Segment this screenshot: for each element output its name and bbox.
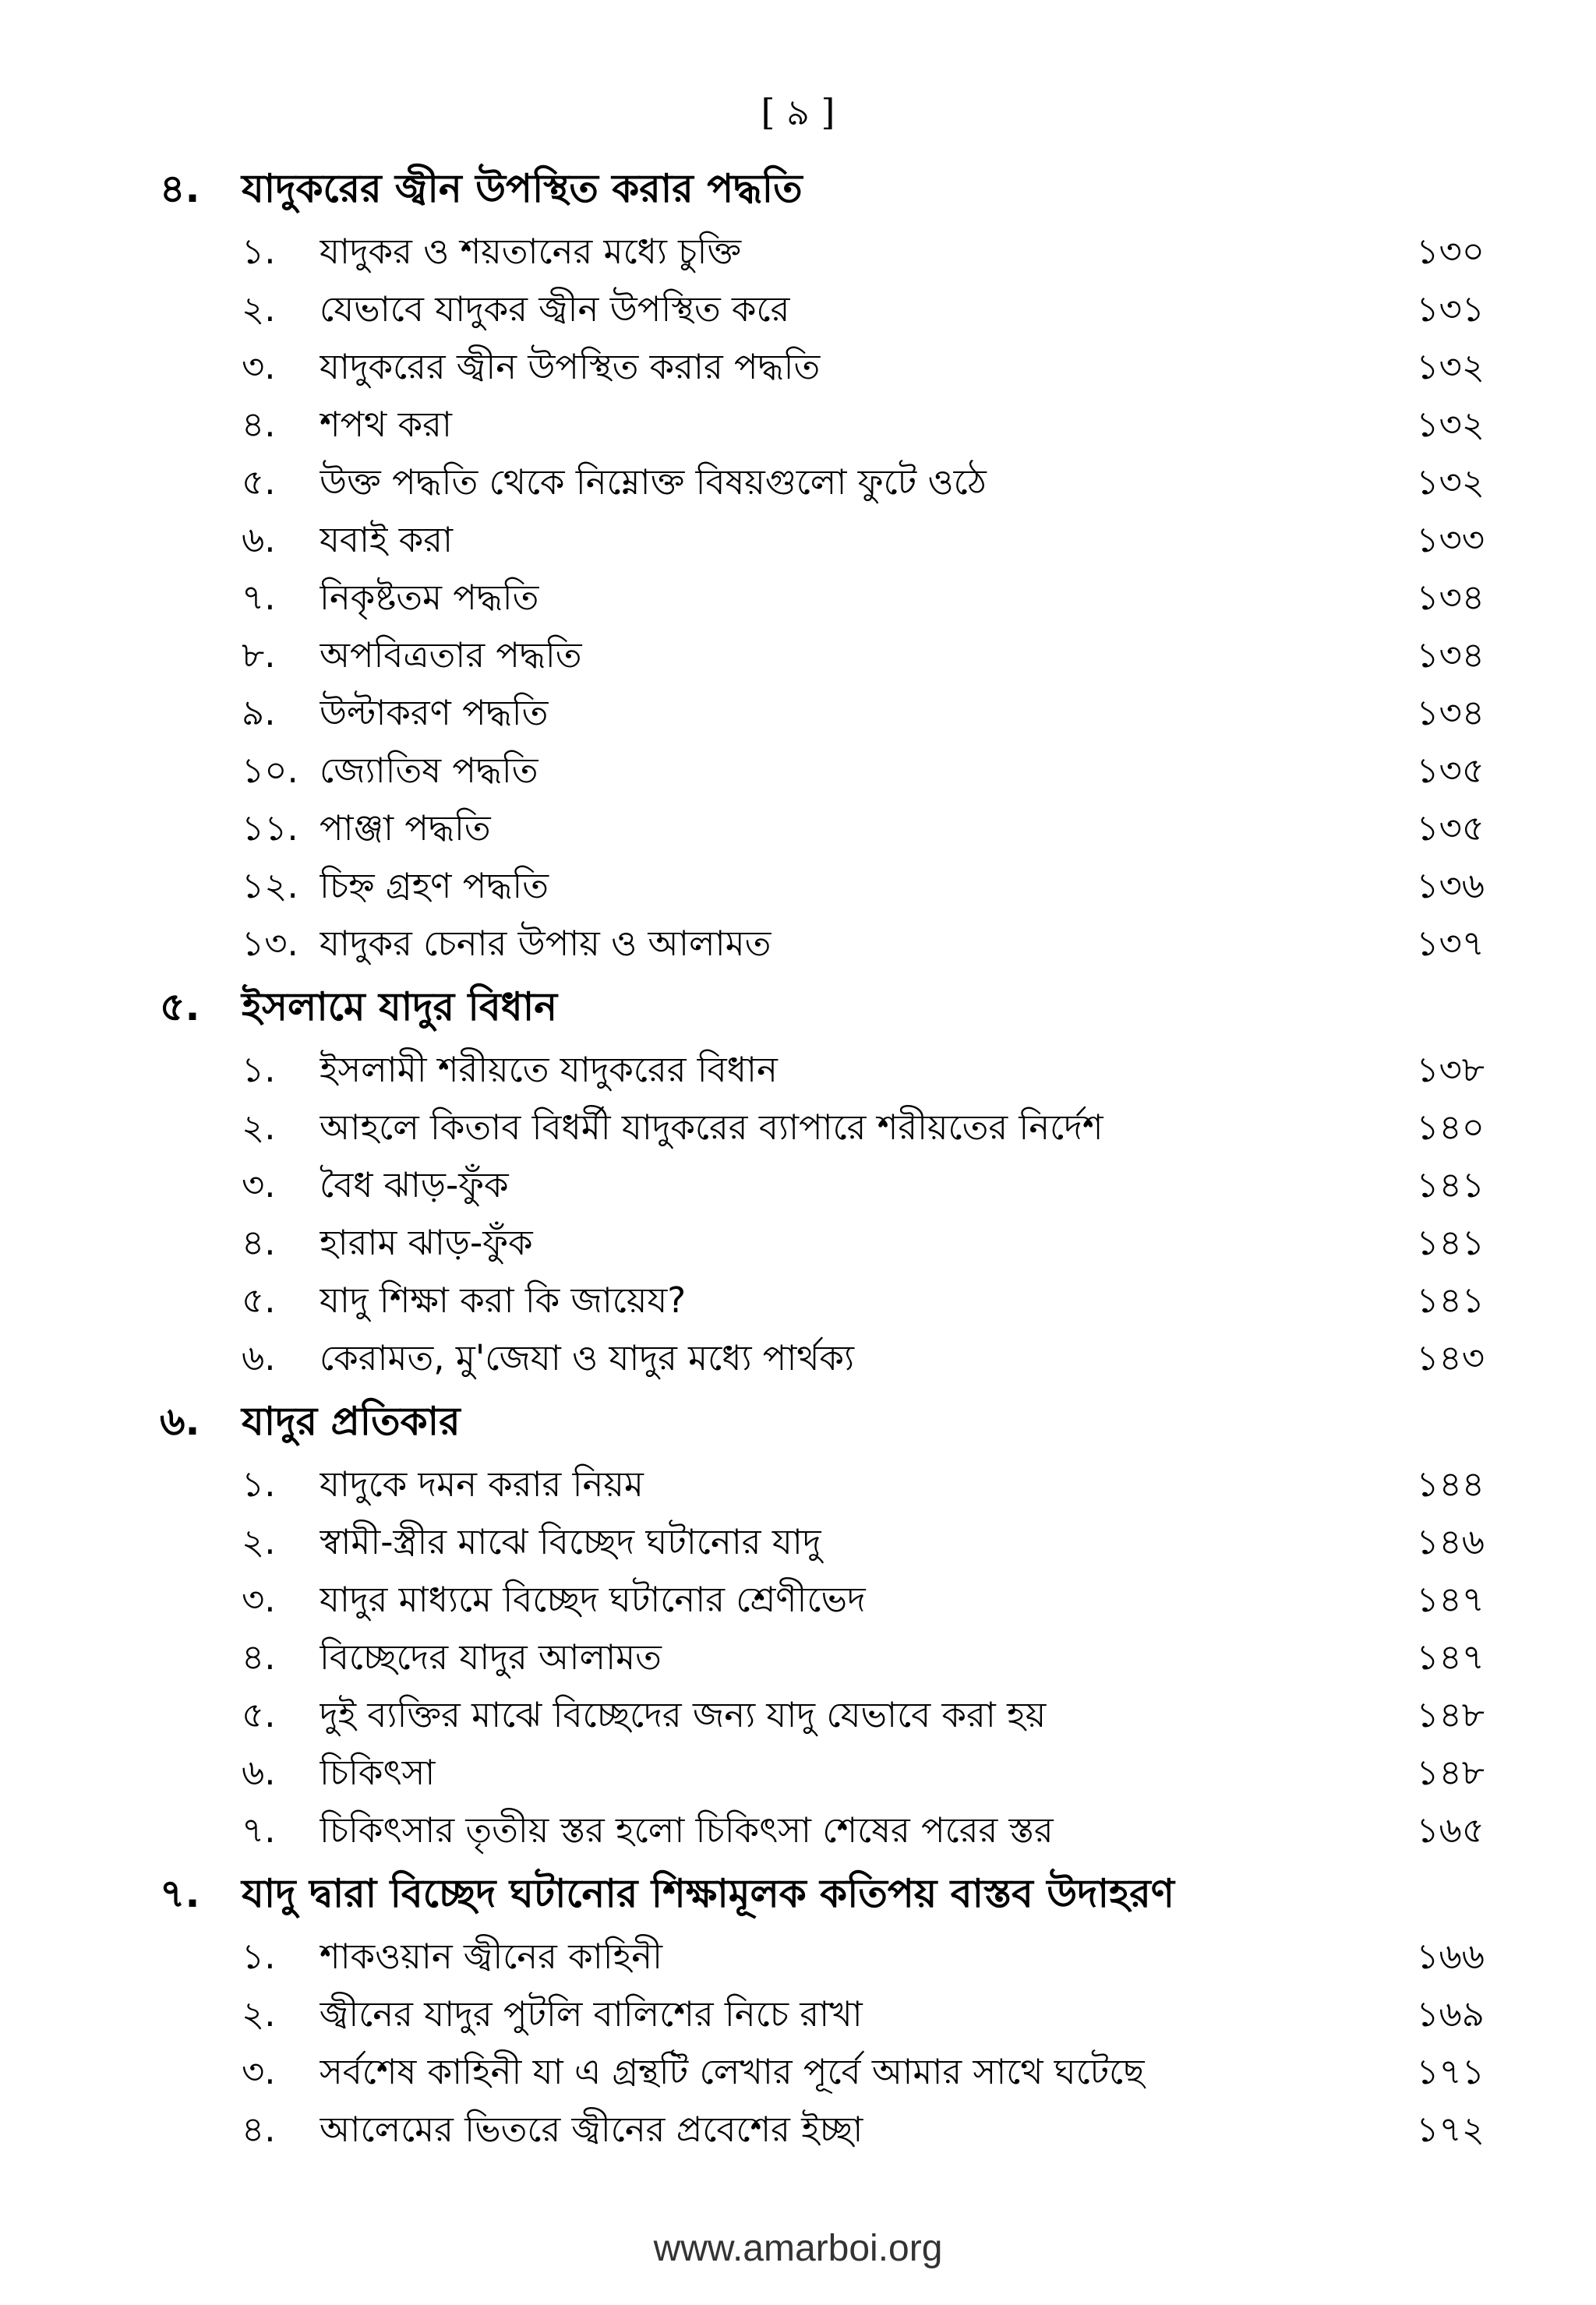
entry-page-number: ১৭১ bbox=[1416, 2051, 1485, 2092]
toc-entry bbox=[160, 1516, 1485, 1573]
entry-page-number: ১৪৩ bbox=[1416, 1337, 1485, 1378]
toc-entry bbox=[160, 341, 1485, 398]
entry-title: জ্যোতিষ পদ্ধতি bbox=[320, 750, 538, 791]
entry-page-number: ১৩২ bbox=[1416, 461, 1485, 503]
toc-entry bbox=[160, 1689, 1485, 1746]
entry-title: স্বামী-স্ত্রীর মাঝে বিচ্ছেদ ঘটানোর যাদু bbox=[320, 1521, 821, 1562]
entry-number: ৬. bbox=[242, 519, 276, 560]
entry-page-number: ১৩২ bbox=[1416, 346, 1485, 387]
entry-title: বৈধ ঝাড়-ফুঁক bbox=[320, 1164, 509, 1205]
section-heading bbox=[160, 1393, 1485, 1458]
entry-page-number: ১৩৫ bbox=[1416, 807, 1485, 849]
entry-page-number: ১৪৬ bbox=[1416, 1521, 1485, 1562]
toc-entry bbox=[160, 2046, 1485, 2103]
entry-number: ১২. bbox=[242, 865, 298, 906]
entry-title: কেরামত, মু'জেযা ও যাদুর মধ্যে পার্থক্য bbox=[320, 1337, 855, 1378]
entry-page-number: ১৩৪ bbox=[1416, 692, 1485, 733]
entry-title: যাদুর মাধ্যমে বিচ্ছেদ ঘটানোর শ্রেণীভেদ bbox=[320, 1579, 866, 1620]
toc-entry bbox=[160, 860, 1485, 917]
entry-page-number: ১৪১ bbox=[1416, 1280, 1485, 1321]
entry-title: ইসলামী শরীয়তে যাদুকরের বিধান bbox=[320, 1049, 778, 1090]
entry-page-number: ১৩৪ bbox=[1416, 634, 1485, 676]
entry-page-number: ১৪৮ bbox=[1416, 1694, 1485, 1735]
toc-entry bbox=[160, 1573, 1485, 1631]
entry-title: যাদুকে দমন করার নিয়ম bbox=[320, 1463, 644, 1505]
footer-url: www.amarboi.org bbox=[653, 2228, 943, 2269]
entry-number: ৯. bbox=[242, 692, 276, 733]
entry-title: যাদুকরের জ্বীন উপস্থিত করার পদ্ধতি bbox=[320, 346, 821, 387]
entry-title: চিহ্ন গ্রহণ পদ্ধতি bbox=[320, 865, 549, 906]
entry-page-number: ১৪৭ bbox=[1416, 1579, 1485, 1620]
entry-number: ১৩. bbox=[242, 923, 298, 964]
entry-page-number: ১৬৬ bbox=[1416, 1936, 1485, 1977]
entry-title: দুই ব্যক্তির মাঝে বিচ্ছেদের জন্য যাদু যেভাবে করা হয় bbox=[320, 1694, 1047, 1735]
entry-number: ৩. bbox=[242, 346, 276, 387]
entry-page-number: ১৬৫ bbox=[1416, 1809, 1485, 1851]
toc-entry bbox=[160, 1216, 1485, 1274]
entry-title: আহলে কিতাব বিধর্মী যাদুকরের ব্যাপারে শরীয়তের নির্দেশ bbox=[320, 1107, 1103, 1148]
entry-title: সর্বশেষ কাহিনী যা এ গ্রন্থটি লেখার পূর্বে আমার সাথে ঘটেছে bbox=[320, 2051, 1145, 2092]
toc-entry bbox=[160, 1274, 1485, 1332]
entry-number: ৫. bbox=[242, 1694, 276, 1735]
toc-section bbox=[160, 1865, 1485, 2161]
entry-number: ২. bbox=[242, 1107, 276, 1148]
toc-entry bbox=[160, 514, 1485, 571]
entry-title: চিকিৎসার তৃতীয় স্তর হলো চিকিৎসা শেষের পরের স্তর bbox=[320, 1809, 1054, 1851]
toc-entry bbox=[160, 1159, 1485, 1216]
toc-entry bbox=[160, 1043, 1485, 1101]
entry-page-number: ১৩২ bbox=[1416, 404, 1485, 445]
entry-number: ৪. bbox=[242, 1222, 276, 1263]
entry-number: ১. bbox=[242, 231, 276, 272]
entry-number: ৬. bbox=[242, 1752, 276, 1793]
entry-title: যাদুকর চেনার উপায় ও আলামত bbox=[320, 923, 772, 964]
entry-page-number: ১৬৯ bbox=[1416, 1993, 1485, 2035]
entry-number: ৪. bbox=[242, 1636, 276, 1678]
toc-entry bbox=[160, 1458, 1485, 1516]
entry-number: ৭. bbox=[242, 1809, 276, 1851]
entry-title: শাকওয়ান জ্বীনের কাহিনী bbox=[320, 1936, 662, 1977]
toc-entry bbox=[160, 629, 1485, 687]
section-number: ৫. bbox=[160, 984, 200, 1029]
toc-entry bbox=[160, 571, 1485, 629]
page-number: [ ৯ ] bbox=[761, 91, 835, 133]
section-number: ৪. bbox=[160, 166, 200, 211]
section-heading bbox=[160, 1865, 1485, 1930]
entry-page-number: ১৩৭ bbox=[1416, 923, 1485, 964]
entry-number: ২. bbox=[242, 288, 276, 330]
section-title: যাদুর প্রতিকার bbox=[242, 1399, 461, 1444]
toc-entry bbox=[160, 1988, 1485, 2046]
toc-entry bbox=[160, 1746, 1485, 1804]
entry-number: ১. bbox=[242, 1049, 276, 1090]
toc-section bbox=[160, 978, 1485, 1389]
entry-title: অপবিত্রতার পদ্ধতি bbox=[320, 634, 582, 676]
entry-page-number: ১৪০ bbox=[1416, 1107, 1485, 1148]
toc-entry bbox=[160, 1332, 1485, 1389]
section-number: ৭. bbox=[160, 1871, 200, 1916]
entry-title: বিচ্ছেদের যাদুর আলামত bbox=[320, 1636, 662, 1678]
entry-page-number: ১৪১ bbox=[1416, 1222, 1485, 1263]
toc-section bbox=[160, 1393, 1485, 1862]
toc-entry bbox=[160, 1930, 1485, 1988]
toc-entry bbox=[160, 802, 1485, 860]
entry-number: ১. bbox=[242, 1463, 276, 1505]
toc-section bbox=[160, 160, 1485, 975]
entry-page-number: ১৪৭ bbox=[1416, 1636, 1485, 1678]
entry-number: ৩. bbox=[242, 2051, 276, 2092]
entry-title: নিকৃষ্টতম পদ্ধতি bbox=[320, 577, 539, 618]
entry-page-number: ১৩০ bbox=[1416, 231, 1485, 272]
entry-title: পাঞ্জা পদ্ধতি bbox=[320, 807, 491, 849]
toc-entry bbox=[160, 1631, 1485, 1689]
entry-title: আলেমের ভিতরে জ্বীনের প্রবেশের ইচ্ছা bbox=[320, 2109, 863, 2150]
toc-entry bbox=[160, 1804, 1485, 1862]
toc-entry bbox=[160, 456, 1485, 514]
entry-title: যেভাবে যাদুকর জ্বীন উপস্থিত করে bbox=[320, 288, 790, 330]
entry-number: ৩. bbox=[242, 1164, 276, 1205]
entry-title: হারাম ঝাড়-ফুঁক bbox=[320, 1222, 533, 1263]
section-title: যাদুকরের জ্বীন উপস্থিত করার পদ্ধতি bbox=[242, 166, 803, 211]
section-title: যাদু দ্বারা বিচ্ছেদ ঘটানোর শিক্ষামূলক কতিপয় বাস্তব উদাহরণ bbox=[242, 1871, 1174, 1916]
entry-page-number: ১৭২ bbox=[1416, 2109, 1485, 2150]
toc-entry bbox=[160, 1101, 1485, 1159]
entry-title: উক্ত পদ্ধতি থেকে নিম্নোক্ত বিষয়গুলো ফুটে ওঠে bbox=[320, 461, 987, 503]
entry-page-number: ১৩৬ bbox=[1416, 865, 1485, 906]
table-of-contents bbox=[160, 160, 1485, 2164]
entry-page-number: ১৩৪ bbox=[1416, 577, 1485, 618]
entry-number: ৩. bbox=[242, 1579, 276, 1620]
entry-title: উল্টাকরণ পদ্ধতি bbox=[320, 692, 549, 733]
entry-number: ২. bbox=[242, 1993, 276, 2035]
entry-number: ৬. bbox=[242, 1337, 276, 1378]
entry-title: যবাই করা bbox=[320, 519, 454, 560]
entry-page-number: ১৩৫ bbox=[1416, 750, 1485, 791]
section-heading bbox=[160, 978, 1485, 1043]
toc-entry bbox=[160, 283, 1485, 341]
entry-page-number: ১৩৩ bbox=[1416, 519, 1485, 560]
entry-number: ৭. bbox=[242, 577, 276, 618]
toc-entry bbox=[160, 2103, 1485, 2161]
section-number: ৬. bbox=[160, 1399, 200, 1444]
section-title: ইসলামে যাদুর বিধান bbox=[242, 984, 558, 1029]
entry-number: ৮. bbox=[242, 634, 276, 676]
toc-entry bbox=[160, 398, 1485, 456]
entry-number: ১০. bbox=[242, 750, 298, 791]
entry-page-number: ১৪১ bbox=[1416, 1164, 1485, 1205]
toc-entry bbox=[160, 225, 1485, 283]
toc-entry bbox=[160, 917, 1485, 975]
entry-number: ১. bbox=[242, 1936, 276, 1977]
entry-page-number: ১৩১ bbox=[1416, 288, 1485, 330]
entry-number: ৪. bbox=[242, 404, 276, 445]
entry-page-number: ১৪৮ bbox=[1416, 1752, 1485, 1793]
entry-page-number: ১৪৪ bbox=[1416, 1463, 1485, 1505]
section-heading bbox=[160, 160, 1485, 225]
entry-page-number: ১৩৮ bbox=[1416, 1049, 1485, 1090]
entry-title: চিকিৎসা bbox=[320, 1752, 436, 1793]
entry-title: যাদুকর ও শয়তানের মধ্যে চুক্তি bbox=[320, 231, 742, 272]
entry-title: জ্বীনের যাদুর পুটলি বালিশের নিচে রাখা bbox=[320, 1993, 863, 2035]
entry-number: ৫. bbox=[242, 461, 276, 503]
toc-entry bbox=[160, 687, 1485, 744]
entry-title: শপথ করা bbox=[320, 404, 452, 445]
toc-entry bbox=[160, 744, 1485, 802]
entry-number: ১১. bbox=[242, 807, 298, 849]
entry-title: যাদু শিক্ষা করা কি জায়েয? bbox=[320, 1280, 687, 1321]
entry-number: ৪. bbox=[242, 2109, 276, 2150]
entry-number: ৫. bbox=[242, 1280, 276, 1321]
entry-number: ২. bbox=[242, 1521, 276, 1562]
